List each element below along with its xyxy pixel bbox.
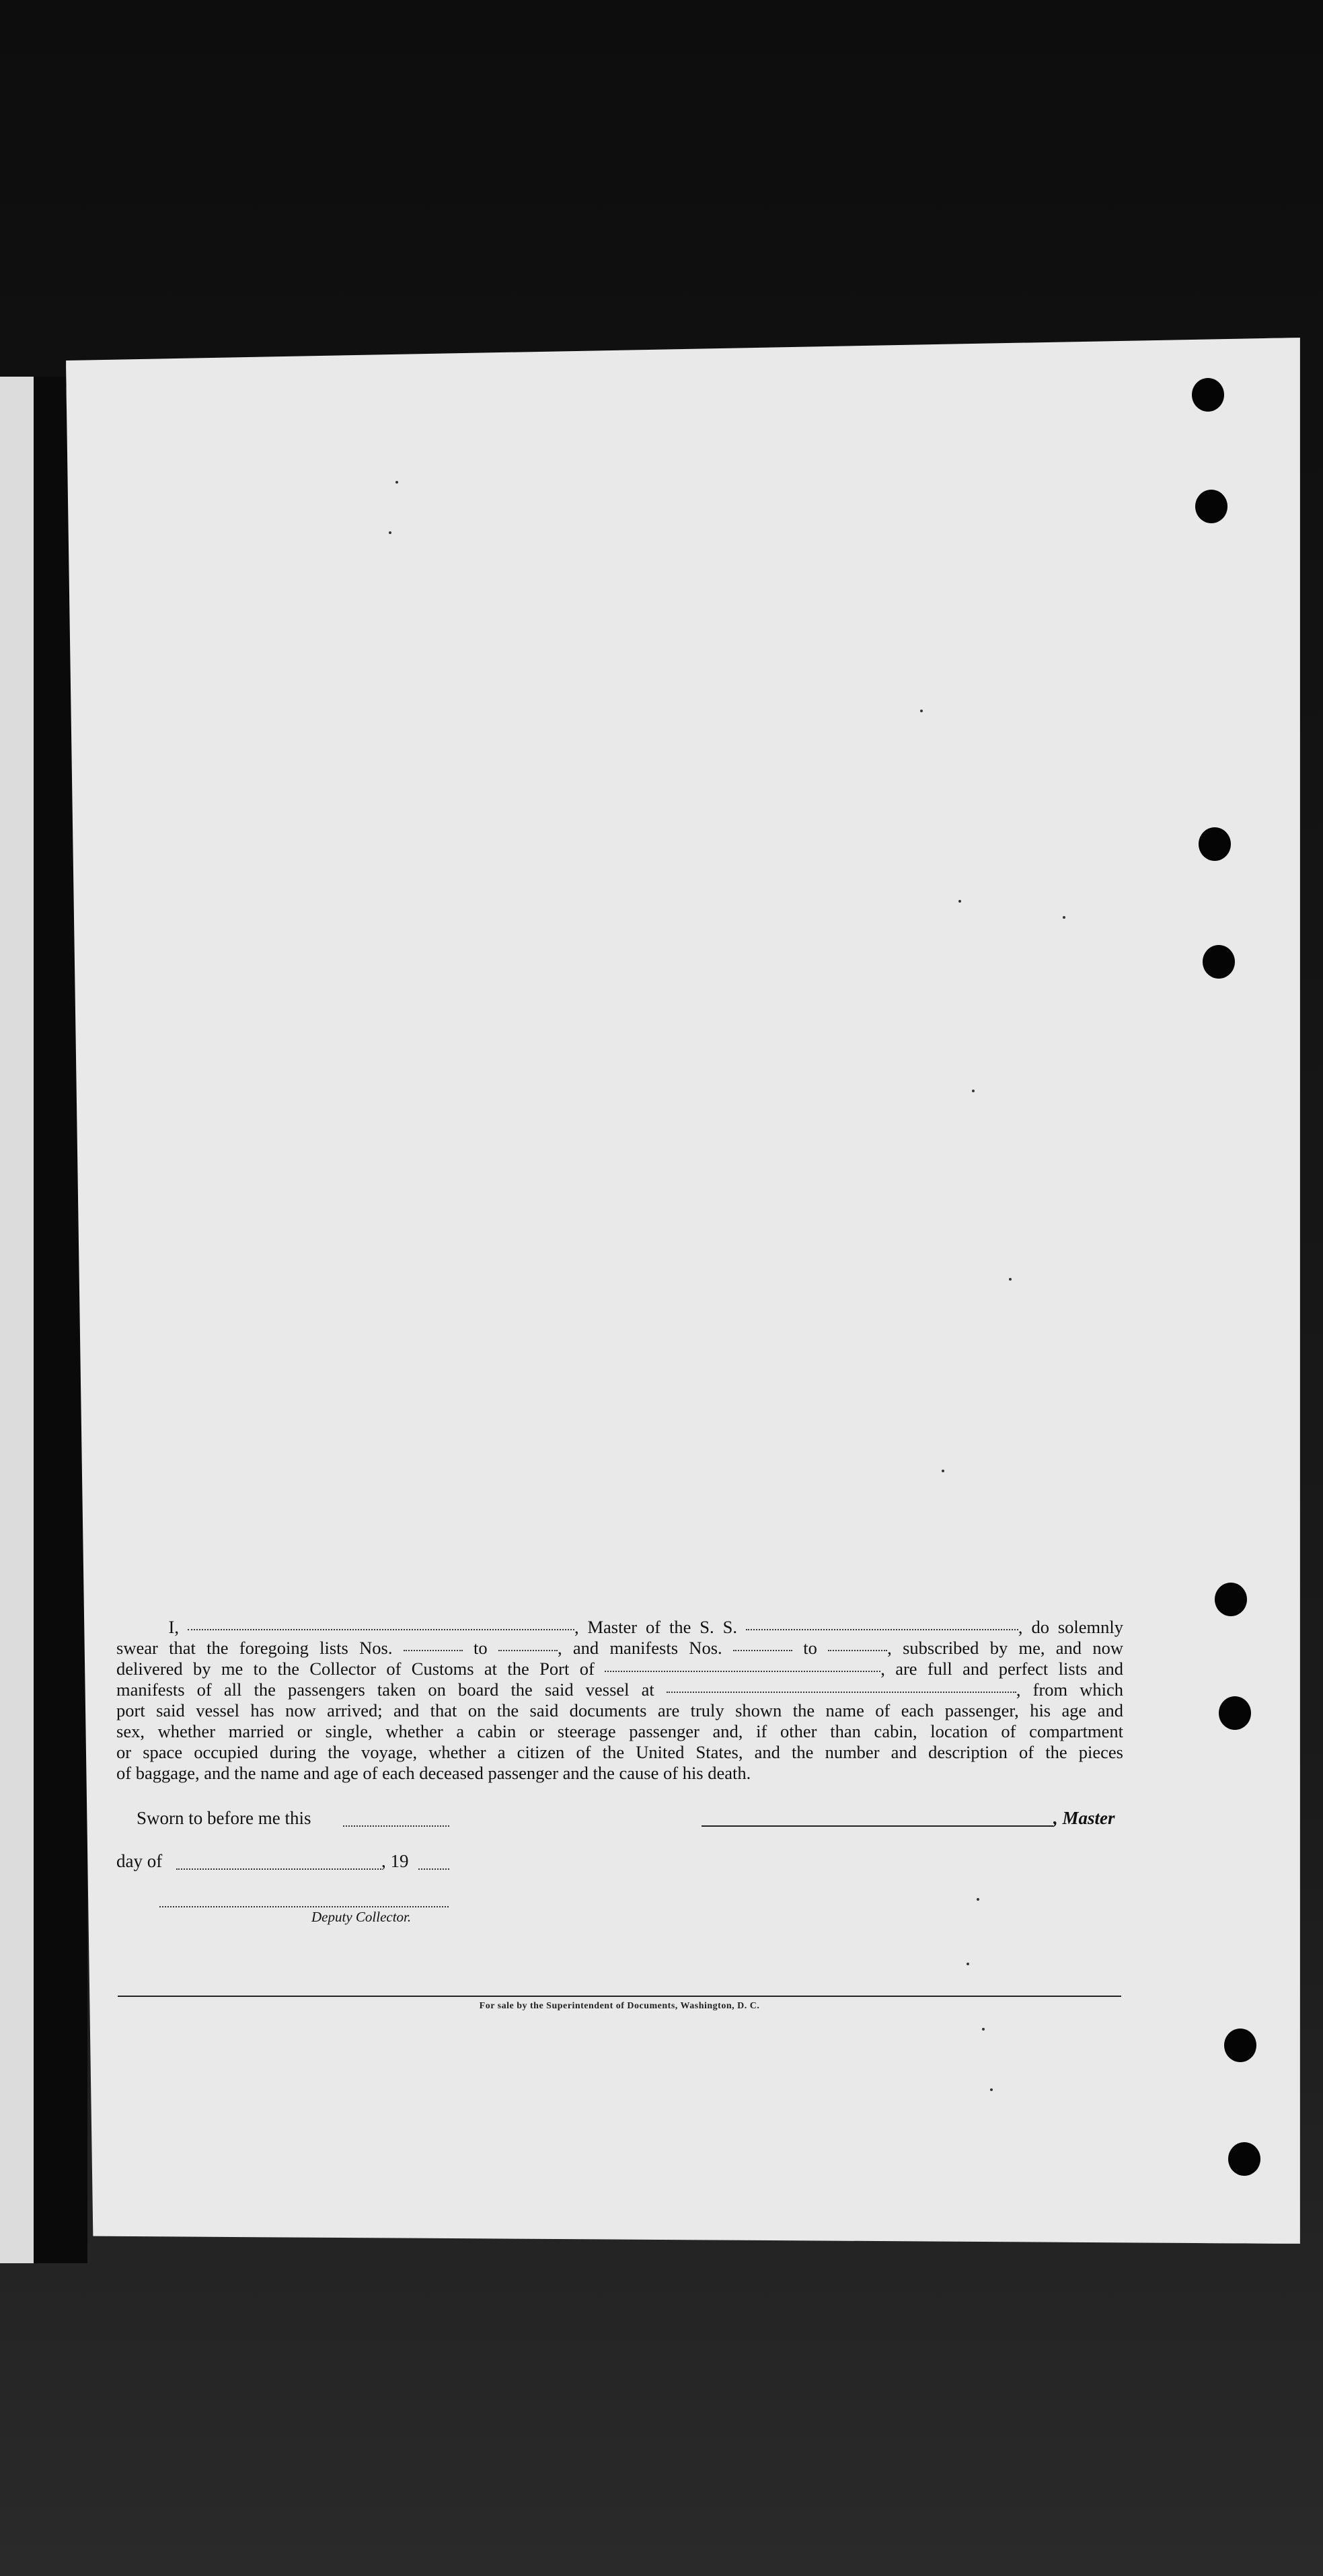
- manifest-from-blank[interactable]: [733, 1650, 792, 1651]
- punch-hole: [1192, 378, 1224, 412]
- scan-speck: [389, 531, 391, 534]
- oath-line-5: port said vessel has now arrived; and that on the said documents are truly shown the name of each passenger, his age and: [116, 1700, 1123, 1720]
- day-of-label: day of: [116, 1851, 163, 1871]
- scan-speck: [982, 2028, 985, 2031]
- scan-speck: [395, 481, 398, 484]
- year-blank[interactable]: [418, 1868, 449, 1870]
- scan-speck: [942, 1470, 944, 1472]
- scan-speck: [972, 1090, 975, 1092]
- port-blank[interactable]: [605, 1671, 880, 1672]
- oath-line-8: of baggage, and the name and age of each deceased passenger and the cause of his death.: [116, 1763, 751, 1783]
- oath-line-1: I, , Master of the S. S. , do solemnly: [168, 1617, 1124, 1637]
- punch-hole: [1215, 1583, 1247, 1616]
- scan-speck: [958, 900, 961, 903]
- oath-line-7: or space occupied during the voyage, whether a citizen of the United States, and the number and description of the pieces: [116, 1742, 1123, 1762]
- punch-hole: [1203, 945, 1235, 979]
- scan-speck: [967, 1963, 969, 1965]
- sworn-label: Sworn to before me this: [137, 1808, 311, 1828]
- deputy-signature-line[interactable]: [159, 1906, 449, 1907]
- scan-speck: [990, 2088, 993, 2091]
- punch-hole: [1224, 2029, 1256, 2062]
- deputy-collector-label: Deputy Collector.: [311, 1909, 412, 1925]
- list-from-blank[interactable]: [404, 1650, 463, 1651]
- manifest-to-blank[interactable]: [828, 1650, 887, 1651]
- footer-rule: [118, 1996, 1121, 1997]
- scan-speck: [1009, 1278, 1012, 1281]
- punch-hole: [1195, 490, 1227, 523]
- adjacent-page-edge: [0, 377, 34, 2263]
- sworn-date-blank[interactable]: [343, 1825, 449, 1827]
- masters-oath-paragraph: [116, 1617, 1123, 1784]
- master-name-blank[interactable]: [188, 1629, 574, 1630]
- list-to-blank[interactable]: [498, 1650, 558, 1651]
- scan-speck: [977, 1898, 979, 1901]
- scan-speck: [920, 710, 923, 712]
- oath-line-6: sex, whether married or single, whether a cabin or steerage passenger and, if other than cabin, location of compartment: [116, 1721, 1123, 1741]
- punch-hole: [1199, 827, 1231, 861]
- punch-hole: [1219, 1696, 1251, 1730]
- manifest-page: [66, 338, 1300, 2244]
- oath-line-4: manifests of all the passengers taken on board the said vessel at , from which: [116, 1679, 1124, 1700]
- departure-port-blank[interactable]: [667, 1692, 1016, 1693]
- ship-name-blank[interactable]: [746, 1629, 1018, 1630]
- oath-line-2: swear that the foregoing lists Nos. to , and manifests Nos. to , subscribed by me, and now: [116, 1638, 1123, 1658]
- month-blank[interactable]: [176, 1868, 381, 1870]
- master-label: , Master: [1053, 1808, 1115, 1828]
- scan-speck: [1063, 916, 1065, 919]
- punch-hole: [1228, 2142, 1260, 2176]
- oath-line-3: delivered by me to the Collector of Customs at the Port of , are full and perfect lists and: [116, 1659, 1124, 1679]
- master-signature-line[interactable]: [702, 1825, 1053, 1827]
- year-label: , 19: [381, 1851, 409, 1871]
- printer-imprint: For sale by the Superintendent of Documents, Washington, D. C.: [479, 2001, 760, 2011]
